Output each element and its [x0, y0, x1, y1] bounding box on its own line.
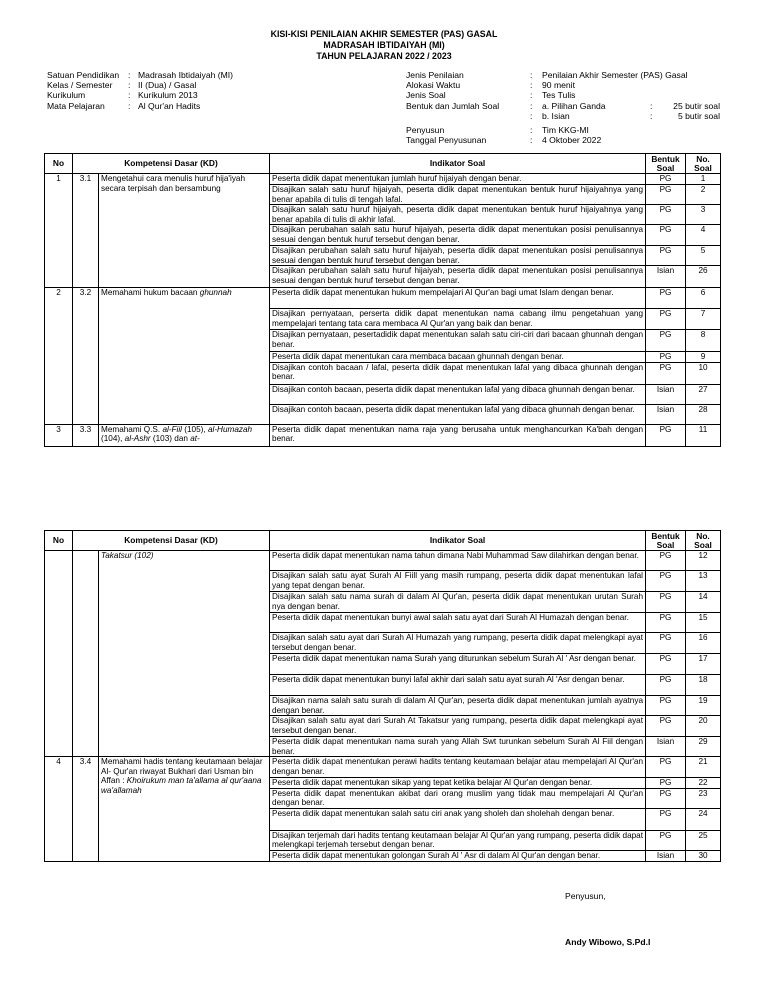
bentuk-soal: PG: [646, 613, 686, 633]
indikator-soal: Disajikan contoh bacaan, peserta didik dapat menentukan lafal yang dibaca ghunnah dengan benar.: [270, 384, 646, 404]
indikator-soal: Peserta didik dapat menentukan nama raja yang berusaha untuk menghancurkan Ka'bah dengan benar.: [270, 424, 646, 446]
nomor-soal: 17: [686, 654, 721, 675]
meta-colon: :: [530, 135, 533, 146]
bentuk-soal: PG: [646, 352, 686, 363]
meta-value: Kurikulum 2013: [138, 90, 198, 101]
col-no: No: [45, 154, 73, 174]
table-row: [45, 174, 721, 185]
col-indikator: Indikator Soal: [270, 531, 646, 551]
indikator-soal: Peserta didik dapat menentukan jumlah huruf hijaiyah dengan benar.: [270, 174, 646, 185]
bentuk-soal: PG: [646, 185, 686, 205]
bentuk-soal: PG: [646, 633, 686, 654]
meta-value: b. Isian: [542, 110, 570, 121]
meta-value: II (Dua) / Gasal: [138, 80, 197, 91]
indikator-soal: Peserta didik dapat menentukan cara membaca bacaan ghunnah dengan benar.: [270, 352, 646, 363]
bentuk-soal: Isian: [646, 737, 686, 757]
indikator-soal: Disajikan pernyataan, perserta didik dapat menentukan nama cabang ilmu pengetahuan yang mempelajari tentang tata cara membaca Al Qur'an yang baik dan benar.: [270, 309, 646, 330]
bentuk-soal: PG: [646, 424, 686, 446]
bentuk-soal: PG: [646, 716, 686, 737]
meta-row: [406, 70, 720, 80]
col-indikator: Indikator Soal: [270, 154, 646, 174]
kd-number: [45, 551, 73, 757]
meta-count: 5 butir soal: [677, 110, 720, 121]
bentuk-soal: PG: [646, 808, 686, 830]
nomor-soal: 20: [686, 716, 721, 737]
col-kd: Kompetensi Dasar (KD): [73, 154, 270, 174]
meta-value: Madrasah Ibtidaiyah (MI): [138, 70, 234, 80]
indikator-soal: Peserta didik dapat menentukan nama surah yang Allah Swt turunkan sebelum Surah Al Fiil dengan benar.: [270, 737, 646, 757]
bentuk-soal: Isian: [646, 404, 686, 424]
meta-key: Kurikulum: [47, 90, 86, 101]
meta-value: Tim KKG-MI: [542, 124, 589, 135]
bentuk-soal: PG: [646, 174, 686, 185]
col-no: No: [45, 531, 73, 551]
nomor-soal: 5: [686, 246, 721, 266]
meta-key: Tanggal Penyusunan: [406, 135, 487, 146]
bentuk-soal: PG: [646, 696, 686, 716]
kd-description: Memahami hadis tentang keutamaan belajar Al- Qur'an riwayat Bukhari dari Usman bin Affan : Khoirukum man ta'allama al qur'aana wa'allamah: [99, 757, 270, 862]
bentuk-soal: PG: [646, 551, 686, 571]
bentuk-soal: PG: [646, 757, 686, 778]
meta-row: [47, 80, 233, 90]
nomor-soal: 24: [686, 808, 721, 830]
nomor-soal: 29: [686, 737, 721, 757]
bentuk-soal: Isian: [646, 850, 686, 861]
bentuk-soal: PG: [646, 830, 686, 850]
bentuk-soal: PG: [646, 225, 686, 246]
meta-row: [47, 101, 233, 111]
bentuk-soal: PG: [646, 330, 686, 352]
nomor-soal: 14: [686, 592, 721, 613]
indikator-soal: Peserta didik dapat menentukan akibat dari orang muslim yang tidak mau mempelajari Al Qur'an dengan benar.: [270, 788, 646, 808]
col-nosoal: No. Soal: [686, 531, 721, 551]
meta-row: [406, 125, 720, 135]
indikator-soal: Disajikan salah satu ayat dari Surah Al Humazah yang rumpang, peserta didik dapat melengkapi ayat tersebut dengan benar.: [270, 633, 646, 654]
meta-key: [406, 111, 530, 121]
nomor-soal: 2: [686, 185, 721, 205]
meta-colon: :: [128, 80, 131, 91]
nomor-soal: 6: [686, 288, 721, 309]
nomor-soal: 13: [686, 571, 721, 592]
meta-value: Penilaian Akhir Semester (PAS) Gasal: [542, 70, 688, 80]
doc-title-line3: TAHUN PELAJARAN 2022 / 2023: [316, 51, 452, 61]
meta-colon: :: [128, 70, 131, 80]
indikator-soal: Peserta didik dapat menentukan bunyi awal salah satu ayat dari Surah Al Humazah dengan benar.: [270, 613, 646, 633]
kd-number: 2: [45, 288, 73, 425]
meta-colon: :: [530, 100, 533, 111]
bentuk-soal: PG: [646, 592, 686, 613]
col-bentuk: Bentuk Soal: [646, 531, 686, 551]
indikator-soal: Peserta didik dapat menentukan hukum mempelajari Al Qur'an bagi umat Islam dengan benar.: [270, 288, 646, 309]
kisi-table-1: [44, 153, 721, 447]
bentuk-soal: PG: [646, 205, 686, 225]
meta-row: [406, 135, 720, 145]
nomor-soal: 16: [686, 633, 721, 654]
indikator-soal: Disajikan perubahan salah satu huruf hijaiyah, peserta didik dapat menentukan posisi penulisannya sesuai dengan bentuk huruf tersebut dengan benar.: [270, 246, 646, 266]
table-row: [45, 757, 721, 778]
meta-colon: :: [530, 110, 533, 121]
bentuk-soal: Isian: [646, 384, 686, 404]
meta-colon: :: [530, 70, 533, 80]
nomor-soal: 21: [686, 757, 721, 778]
doc-title-line1: KISI-KISI PENILAIAN AKHIR SEMESTER (PAS) GASAL: [270, 29, 498, 39]
kd-number: 1: [45, 174, 73, 288]
meta-row: [406, 111, 720, 121]
meta-key: Penyusun: [406, 124, 445, 135]
meta-colon: :: [650, 110, 653, 121]
indikator-soal: Disajikan contoh bacaan, peserta didik dapat menentukan lafal yang dibaca ghunnah dengan benar.: [270, 404, 646, 424]
indikator-soal: Peserta didik dapat menentukan nama Surah yang diturunkan sebelum Surah Al ' Asr dengan benar.: [270, 654, 646, 675]
indikator-soal: Disajikan salah satu nama surah di dalam Al Qur'an, peserta didik dapat menentukan urutan Surah nya dengan benar.: [270, 592, 646, 613]
indikator-soal: Disajikan terjemah dari hadits tentang keutamaan belajar Al Qur'an yang rumpang, peserta didik dapat melengkapi terjemah tersebut dengan benar.: [270, 830, 646, 850]
indikator-soal: Peserta didik dapat menentukan golongan Surah Al ' Asr di dalam Al Qur'an dengan benar.: [270, 850, 646, 861]
kd-description: Mengetahui cara menulis huruf hija'iyah secara terpisah dan bersambung: [99, 174, 270, 288]
meta-value: a. Pilihan Ganda: [542, 100, 606, 111]
kd-code: 3.4: [73, 757, 99, 862]
kd-description: Memahami Q.S. al-Fiil (105), al-Humazah (104), al-Ashr (103) dan at-: [99, 424, 270, 446]
indikator-soal: Peserta didik dapat menentukan perawi hadits tentang keutamaan belajar atau mempelajari Al Qur'an dengan benar.: [270, 757, 646, 778]
nomor-soal: 22: [686, 778, 721, 789]
indikator-soal: Disajikan perubahan salah satu huruf hijaiyah, peserta didik dapat menentukan posisi penulisannya sesuai dengan bentuk huruf tersebut dengan benar.: [270, 266, 646, 288]
indikator-soal: Disajikan contoh bacaan / lafal, peserta didik dapat menentukan lafal yang dibaca ghunnah dengan benar.: [270, 362, 646, 384]
indikator-soal: Disajikan salah satu huruf hijaiyah, peserta didik dapat menentukan bentuk huruf hijaiyahnya yang benar apabila di tulis di akhir lafal.: [270, 205, 646, 225]
indikator-soal: Peserta didik dapat menentukan salah satu ciri anak yang sholeh dan sholehah dengan benar.: [270, 808, 646, 830]
meta-key: Alokasi Waktu: [406, 80, 461, 91]
doc-title-line2: MADRASAH IBTIDAIYAH (MI): [323, 40, 445, 50]
meta-row: [406, 101, 720, 111]
kd-description: Memahami hukum bacaan ghunnah: [99, 288, 270, 425]
nomor-soal: 23: [686, 788, 721, 808]
col-nosoal: No. Soal: [686, 154, 721, 174]
meta-colon: :: [530, 124, 533, 135]
table-row: [45, 288, 721, 309]
col-bentuk: Bentuk Soal: [646, 154, 686, 174]
meta-colon: :: [650, 100, 653, 111]
signature-label: Penyusun,: [565, 891, 606, 901]
nomor-soal: 25: [686, 830, 721, 850]
kd-code: [73, 551, 99, 757]
meta-value: 4 Oktober 2022: [542, 135, 602, 146]
nomor-soal: 28: [686, 404, 721, 424]
indikator-soal: Disajikan salah satu ayat Surah Al Fiill yang masih rumpang, peserta didik dapat menentukan lafal yang tepat dengan benar.: [270, 571, 646, 592]
nomor-soal: 15: [686, 613, 721, 633]
nomor-soal: 12: [686, 551, 721, 571]
bentuk-soal: PG: [646, 788, 686, 808]
meta-key: Kelas / Semester: [47, 80, 113, 91]
meta-row: [47, 70, 233, 80]
indikator-soal: Disajikan perubahan salah satu huruf hijaiyah, peserta didik dapat menentukan posisi penulisannya sesuai dengan bentuk huruf tersebut dengan benar.: [270, 225, 646, 246]
meta-count: 25 butir soal: [673, 100, 720, 111]
bentuk-soal: PG: [646, 246, 686, 266]
nomor-soal: 4: [686, 225, 721, 246]
meta-right: [406, 70, 720, 145]
meta-colon: :: [128, 100, 131, 111]
bentuk-soal: PG: [646, 288, 686, 309]
kd-number: 3: [45, 424, 73, 446]
bentuk-soal: PG: [646, 778, 686, 789]
bentuk-soal: PG: [646, 571, 686, 592]
nomor-soal: 1: [686, 174, 721, 185]
meta-row: [406, 90, 720, 100]
indikator-soal: Disajikan pernyataan, pesertadidik dapat menentukan salah satu ciri-ciri dari bacaan ghunnah dengan benar.: [270, 330, 646, 352]
indikator-soal: Disajikan salah satu ayat dari Surah At Takatsur yang rumpang, peserta didik dapat melengkapi ayat tersebut dengan benar.: [270, 716, 646, 737]
meta-key: Bentuk dan Jumlah Soal: [406, 100, 500, 111]
meta-row: [406, 80, 720, 90]
nomor-soal: 26: [686, 266, 721, 288]
meta-left: [47, 70, 233, 111]
bentuk-soal: PG: [646, 654, 686, 675]
nomor-soal: 8: [686, 330, 721, 352]
bentuk-soal: PG: [646, 675, 686, 696]
indikator-soal: Disajikan nama salah satu surah di dalam Al Qur'an, peserta didik dapat menentukan jumlah ayatnya dengan benar.: [270, 696, 646, 716]
meta-value: Tes Tulis: [542, 90, 576, 101]
meta-colon: :: [128, 90, 131, 101]
nomor-soal: 7: [686, 309, 721, 330]
bentuk-soal: Isian: [646, 266, 686, 288]
indikator-soal: Peserta didik dapat menentukan bunyi lafal akhir dari salah satu ayat surah Al 'Asr dengan benar.: [270, 675, 646, 696]
nomor-soal: 19: [686, 696, 721, 716]
nomor-soal: 10: [686, 362, 721, 384]
meta-value: Al Qur'an Hadits: [138, 100, 201, 111]
indikator-soal: Disajikan salah satu huruf hijaiyah, peserta didik dapat menentukan bentuk huruf hijaiyahnya yang benar apabila di tulis di tengah lafal.: [270, 185, 646, 205]
meta-value: 90 menit: [542, 80, 575, 91]
nomor-soal: 3: [686, 205, 721, 225]
kisi-table-2: [44, 530, 721, 862]
table-row: [45, 551, 721, 571]
kd-code: 3.2: [73, 288, 99, 425]
nomor-soal: 30: [686, 850, 721, 861]
col-kd: Kompetensi Dasar (KD): [73, 531, 270, 551]
kd-code: 3.3: [73, 424, 99, 446]
meta-key: Satuan Pendidikan: [47, 70, 120, 80]
meta-key: Jenis Soal: [406, 90, 446, 101]
nomor-soal: 18: [686, 675, 721, 696]
meta-colon: :: [530, 90, 533, 101]
bentuk-soal: PG: [646, 362, 686, 384]
meta-row: [47, 90, 233, 100]
meta-key: Mata Pelajaran: [47, 100, 105, 111]
signature-name: Andy Wibowo, S.Pd.I: [565, 937, 651, 947]
nomor-soal: 9: [686, 352, 721, 363]
kd-number: 4: [45, 757, 73, 862]
indikator-soal: Peserta didik dapat menentukan nama tahun dimana Nabi Muhammad Saw dilahirkan dengan benar.: [270, 551, 646, 571]
nomor-soal: 11: [686, 424, 721, 446]
meta-colon: :: [530, 80, 533, 91]
bentuk-soal: PG: [646, 309, 686, 330]
table-row: [45, 424, 721, 446]
kd-code: 3.1: [73, 174, 99, 288]
meta-key: Jenis Penilaian: [406, 70, 464, 80]
indikator-soal: Peserta didik dapat menentukan sikap yang tepat ketika belajar Al Qur'an dengan benar.: [270, 778, 646, 789]
nomor-soal: 27: [686, 384, 721, 404]
kd-description: Takatsur (102): [99, 551, 270, 757]
